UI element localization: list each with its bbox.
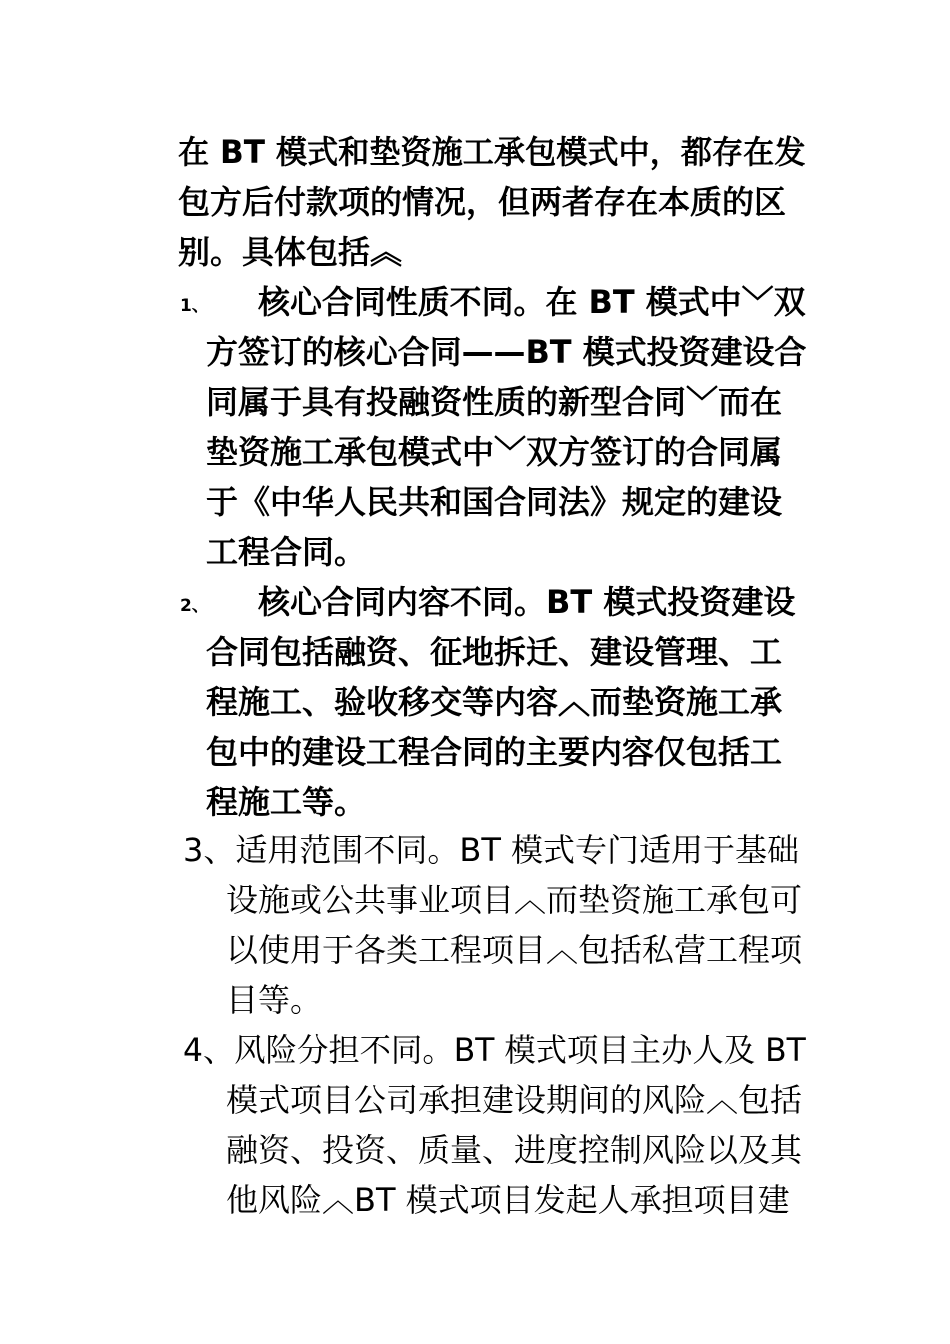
- item-4-line-3: 融资、投资、质量、进度控制风险以及其: [226, 1131, 803, 1169]
- item-4-line-4: 他风险︿BT 模式项目发起人承担项目建: [226, 1181, 790, 1219]
- item-4-line-1: 4、风险分担不同。BT 模式项目主办人及 BT: [183, 1031, 806, 1069]
- intro-line-1: 在 BT 模式和垫资施工承包模式中，都存在发: [178, 133, 806, 171]
- item-3-line-2: 设施或公共事业项目︿而垫资施工承包可: [226, 881, 803, 919]
- item-1-line-1: 核心合同性质不同。在 BT 模式中﹀双: [258, 283, 806, 321]
- item-1-line-6: 工程合同。: [206, 533, 367, 571]
- item-2-line-3: 程施工、验收移交等内容︿而垫资施工承: [206, 683, 783, 721]
- item-4-line-2: 模式项目公司承担建设期间的风险︿包括: [226, 1081, 803, 1119]
- item-1-line-5: 于《中华人民共和国合同法》规定的建设: [206, 483, 783, 521]
- item-1-marker: 1、: [180, 296, 209, 316]
- item-1-line-3: 同属于具有投融资性质的新型合同﹀而在: [206, 383, 783, 421]
- item-2-line-5: 程施工等。: [206, 783, 367, 821]
- item-3-line-4: 目等。: [226, 981, 323, 1019]
- item-1-line-2: 方签订的核心合同——BT 模式投资建设合: [206, 333, 807, 371]
- item-3-line-3: 以使用于各类工程项目︿包括私营工程项: [226, 931, 803, 969]
- intro-line-3: 别。具体包括︽: [178, 233, 403, 271]
- intro-line-2: 包方后付款项的情况，但两者存在本质的区: [178, 183, 787, 221]
- item-2-line-4: 包中的建设工程合同的主要内容仅包括工: [206, 733, 783, 771]
- item-2-line-1: 核心合同内容不同。BT 模式投资建设: [258, 583, 796, 621]
- item-2-line-2: 合同包括融资、征地拆迁、建设管理、工: [206, 633, 783, 671]
- item-1-line-4: 垫资施工承包模式中﹀双方签订的合同属: [206, 433, 783, 471]
- item-3-line-1: 3、适用范围不同。BT 模式专门适用于基础: [183, 831, 800, 869]
- item-2-marker: 2、: [180, 596, 209, 616]
